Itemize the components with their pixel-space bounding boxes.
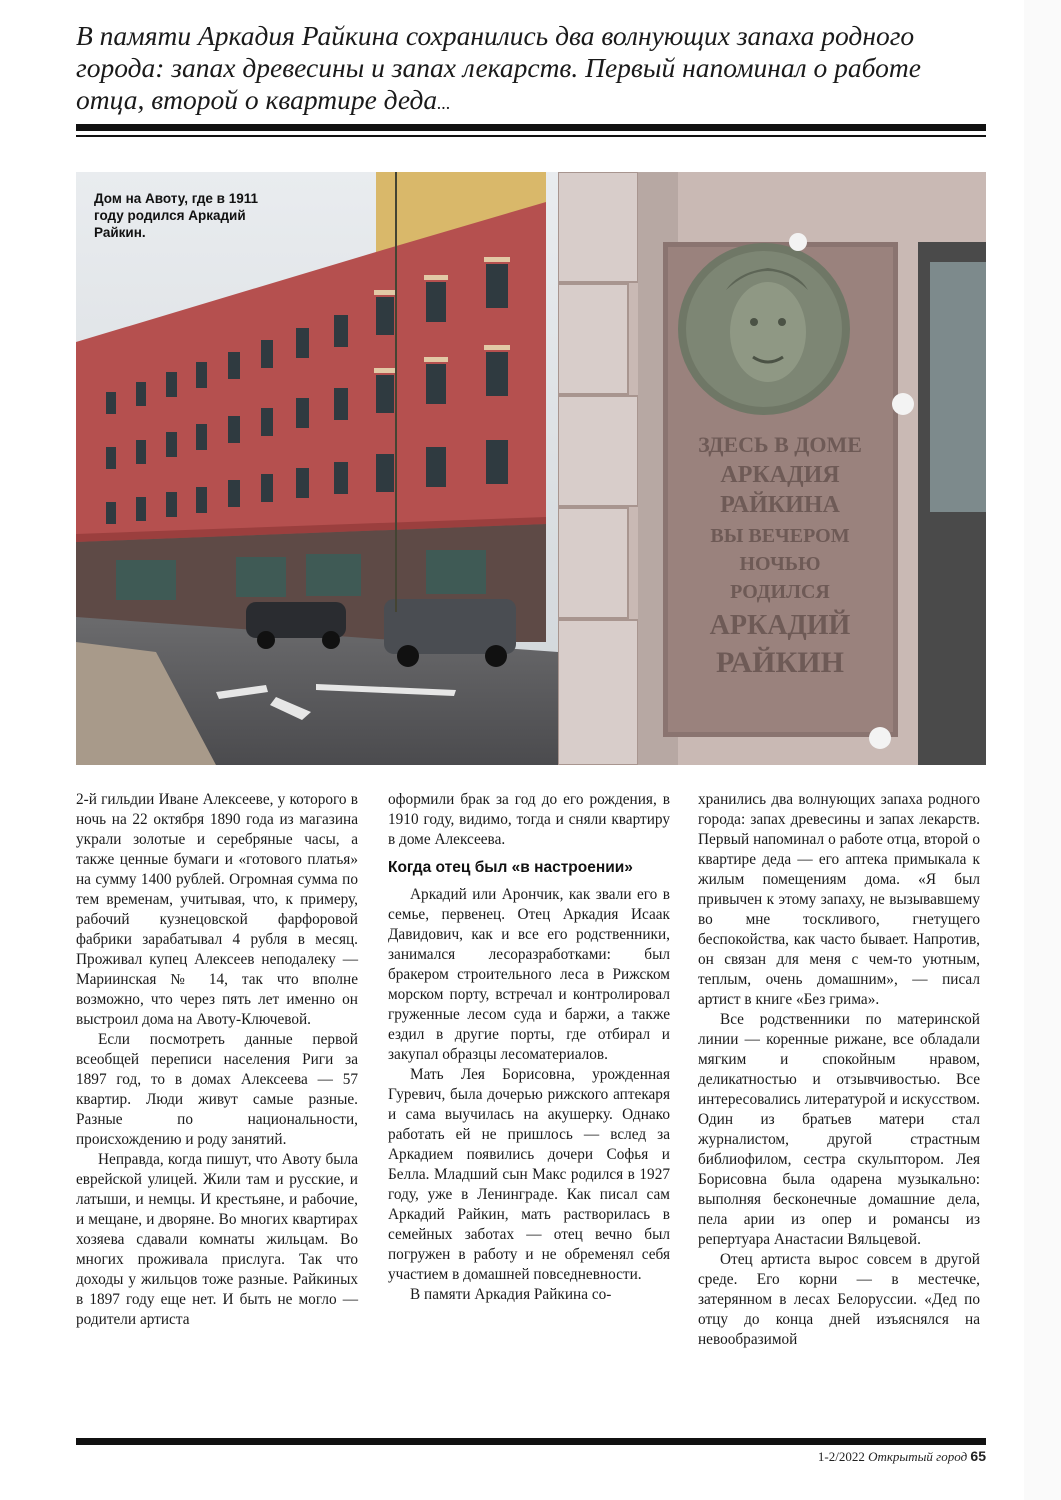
- top-rule: [76, 124, 986, 131]
- article-column-3: [698, 790, 980, 1350]
- paragraph: Отец артиста вырос совсем в другой среде. Его корни — в местечке, затерянном в лесах Белоруссии. «Дед по отцу до конца дней изъяснялся на невообразимой: [698, 1251, 980, 1348]
- building-photo: [76, 172, 558, 765]
- paragraph: Все родственники по материнской линии — коренные рижане, все обладали мягким и спокойным нравом, деликатностью и отзывчивостью. Все интересовались литературой и искусством. Один из братьев матери стал журналистом, другой страстным библиофилом, сестра скульптором. Лея Борисовна была одарена музыкально: выполняя бесконечные домашние дела, пела арии из опер и романсы из репертуара Анастасии Вяльцевой.: [698, 1011, 980, 1248]
- paragraph: Аркадий или Арончик, как звали его в семье, первенец. Отец Аркадия Исаак Давидович, как и все его родственники, занимался лесоразработками: был бракером строительного леса в Рижском морском порту, встречал и контролировал груженные лесом суда и баржи, а также ездил в другие порты, где отбирал и закупал образцы лесоматериалов.: [388, 886, 670, 1063]
- photo-spread: [76, 172, 986, 765]
- paragraph: 2-й гильдии Иване Алексееве, у которого в ночь на 22 октября 1890 года из магазина украли золотые и серебряные часы, а также ценные бумаги и «готового платья» на сумму 1400 рублей. Огромная сумма по тем временам, учитывая, что, к примеру, рабочий кузнецовской фарфоровой фабрики зарабатывал 4 рубля в месяц. Проживал купец Алексеев неподалеку — Мариинская № 14, так что вполне возможно, что через пять лет именно он выстроил дома на Авоту-Ключевой.: [76, 791, 358, 1028]
- plaque-line: РОДИЛСЯ: [730, 581, 830, 603]
- article-column-1: [76, 790, 358, 1330]
- paragraph: оформили брак за год до его рождения, в 1910 году, видимо, тогда и сняли квартиру в доме Алексеева.: [388, 791, 670, 848]
- magazine-name: Открытый город: [868, 1449, 968, 1464]
- paragraph: Неправда, когда пишут, что Авоту была еврейской улицей. Жили там и русские, и латыши, и немцы. И крестьяне, и рабочие, и мещане, и дворяне. Во многих квартирах хозяева сдавали комнаты жильцам. Во многих проживала прислуга. Так что доходы у жильцов тоже разные. Райкиных в 1897 году еще нет. И быть не могло — родители артиста: [76, 1151, 358, 1328]
- issue-number: 1-2/2022: [817, 1449, 865, 1464]
- paragraph: В памяти Аркадия Райкина со-: [410, 1286, 612, 1303]
- lead-paragraph: В памяти Аркадия Райкина сохранились два волнующих запаха родного города: запах древесины и запах лекарств. Первый напоминал о работе отца, второй о квартире деда...: [76, 20, 921, 115]
- page-number: 65: [970, 1448, 986, 1464]
- paragraph: Мать Лея Борисовна, урожденная Гуревич, была дочерью рижского аптекаря и сама выучилась на акушерку. Однако работать ей не пришлось — вслед за Аркадием появились дочери Софья и Белла. Младший сын Макс родился в 1927 году, уже в Ленинграде. Как писал сам Аркадий Райкин, мать растворилась в семейных заботах — отец вечно был погружен в работу и не обременял себя участием в домашней повседневности.: [388, 1066, 670, 1283]
- page-footer: [76, 1448, 986, 1465]
- plaque-line: АРКАДИЯ: [720, 462, 840, 488]
- plaque-line: РАЙКИН: [716, 646, 844, 679]
- article-column-2: [388, 790, 670, 1305]
- plaque-line: НОЧЬЮ: [739, 553, 821, 575]
- plaque-line: ЗДЕСЬ В ДОМЕ: [698, 432, 862, 457]
- plaque-photo: [558, 172, 986, 765]
- photo-caption: Дом на Авоту, где в 1911 году родился Аркадий Райкин.: [94, 191, 258, 240]
- plaque-line: ВЫ ВЕЧЕРОМ: [710, 525, 850, 547]
- paragraph: Если посмотреть данные первой всеобщей переписи населения Риги за 1897 год, то в домах Алексеева — 57 квартир. Люди живут самые разные. Разные по национальности, происхождению и роду занятий.: [76, 1031, 358, 1148]
- section-heading: Когда отец был «в настроении»: [388, 859, 633, 876]
- paragraph: хранились два волнующих запаха родного города: запах древесины и запах лекарств. Первый напоминал о работе отца, второй о квартире деда — его аптека примыкала к жилым помещениям дома. «Я был привычен к этому запаху, не вызывавшему во мне тоскливого, гнетущего беспокойства, как часто бывает. Напротив, он связан для меня с чем-то уютным, теплым, очень домашним», — писал артист в книге «Без грима».: [698, 791, 980, 1008]
- bottom-rule: [76, 1438, 986, 1445]
- page-edge: [1024, 0, 1061, 1500]
- plaque-line: РАЙКИНА: [720, 492, 840, 518]
- plaque-line: АРКАДИЙ: [709, 610, 851, 641]
- top-rule-thin: [76, 135, 986, 137]
